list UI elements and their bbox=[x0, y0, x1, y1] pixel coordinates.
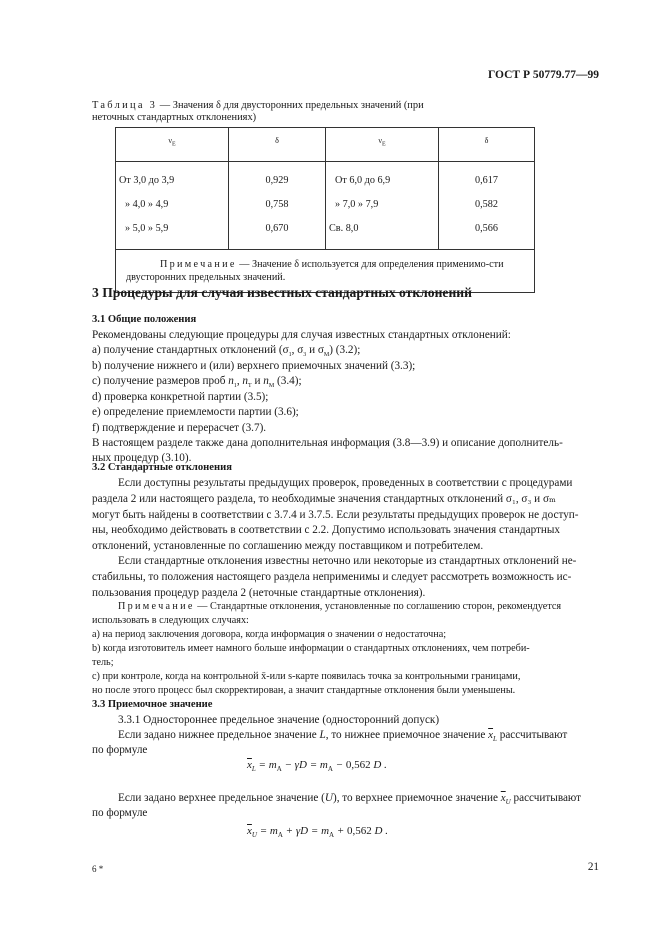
s32-note-line: с) при контроле, когда на контрольной x̄-или s-карте появилась точка за контрольными границами, bbox=[92, 671, 521, 682]
table-cell: 0,758 bbox=[265, 199, 289, 210]
document-code-header: ГОСТ Р 50779.77—99 bbox=[488, 69, 599, 81]
s331-p1-line1: Если задано нижнее предельное значение L, то нижнее приемочное значение $\overline{x}_L$ рассчитывают bbox=[118, 729, 568, 744]
col-header-nu: $\nu_E$ bbox=[116, 128, 229, 162]
table-cell: Св. 8,0 bbox=[329, 223, 359, 234]
s331-p2-line2: по формуле bbox=[92, 807, 148, 819]
s32-p2-line2: стабильны, то положения настоящего раздела неприменимы и следует рассмотреть возможность ис- bbox=[92, 571, 572, 583]
table-data-block bbox=[116, 162, 535, 250]
s32-note-line: тель; bbox=[92, 657, 114, 668]
table-cell: 0,582 bbox=[475, 199, 498, 210]
s32-note-first bbox=[118, 602, 561, 612]
formula-lower-acceptance: $\overline{x}_L = m_A - \gamma D = m_A - 0,562$ D . bbox=[247, 759, 387, 774]
page-number: 21 bbox=[587, 861, 599, 873]
s32-p1-line1: Если доступны результаты предыдущих проверок, проведенных в соответствии с процедурами bbox=[118, 477, 573, 489]
note-text: — Значение δ используется для определения применимо-сти двусторонних предельных значений. bbox=[126, 259, 504, 283]
table-cell: 0,670 bbox=[265, 223, 289, 234]
delta-right-col bbox=[439, 162, 535, 250]
col-header-nu-2: $\nu_E$ bbox=[326, 128, 439, 162]
nu-range-left-col bbox=[116, 162, 229, 250]
s31-item-a: a) получение стандартных отклонений ($\sigma_1$, $\sigma_3$ и $\sigma_М$) (3.2); bbox=[92, 344, 361, 359]
s331-p2-line1: Если задано верхнее предельное значение (U), то верхнее приемочное значение $\overline{x}_U$ рассчитывают bbox=[118, 792, 582, 807]
table-cell: » 5,0 » 5,9 bbox=[125, 223, 169, 234]
note-label: Примечание bbox=[160, 259, 237, 270]
s31-item-d: d) проверка конкретной партии (3.5); bbox=[92, 391, 269, 403]
col-header-delta: δ bbox=[229, 128, 326, 162]
s32-note-line: но после этого процесс был скорректирован, а значит стандартные отклонения были уменьшены. bbox=[92, 685, 516, 696]
note-label: Примечание bbox=[118, 601, 195, 612]
s32-note-line: b) когда изготовитель имеет намного больше информации о стандартных отклонениях, чем потреби- bbox=[92, 643, 530, 654]
s331-p1-line2: по формуле bbox=[92, 744, 148, 756]
s31-outro-line1: В настоящем разделе также дана дополнительная информация (3.8—3.9) и описание дополнитель- bbox=[92, 437, 563, 449]
formula-upper-acceptance: $\overline{x}_U = m_A + \gamma D = m_A + 0,562$ D . bbox=[247, 825, 388, 840]
delta-left-col bbox=[229, 162, 326, 250]
table-cell: От 6,0 до 6,9 bbox=[335, 175, 391, 186]
footer-mark: 6 * bbox=[92, 864, 104, 874]
s31-intro: Рекомендованы следующие процедуры для случая известных стандартных отклонений: bbox=[92, 329, 511, 341]
s32-p1-line5: отклонений, установленные по соглашению между поставщиком и потребителем. bbox=[92, 540, 484, 552]
table-cell: От 3,0 до 3,9 bbox=[119, 175, 175, 186]
s31-item-c: c) получение размеров проб $n_1$, $n_T$ и $n_М$ (3.4); bbox=[92, 375, 302, 390]
s32-p1-line4: ны, необходимо действовать в соответствии с 2.2. Допустимо использовать значения стандартных bbox=[92, 524, 561, 536]
nu-range-right-col bbox=[326, 162, 439, 250]
subsection-3-1-title: 3.1 Общие положения bbox=[92, 314, 197, 325]
col-header-delta-2: δ bbox=[439, 128, 535, 162]
table-cell: 0,566 bbox=[475, 223, 498, 234]
s32-note-line: а) на период заключения договора, когда информация о значении σ недостаточна; bbox=[92, 629, 447, 640]
s31-item-e: e) определение приемлемости партии (3.6); bbox=[92, 406, 299, 418]
s32-p2-line3: пользования процедур раздела 2 (неточные стандартные отклонения). bbox=[92, 587, 426, 599]
s31-outro-line2: ных процедур (3.10). bbox=[92, 452, 192, 464]
s32-note-line: использовать в следующих случаях: bbox=[92, 615, 249, 626]
s32-p1-line3: могут быть найдены в соответствии с 3.7.4 и 3.7.5. Если результаты предыдущих проверок не доступ- bbox=[92, 509, 579, 521]
table-caption bbox=[92, 100, 600, 124]
table-caption-line2: неточных стандартных отклонениях) bbox=[92, 112, 257, 123]
s32-p2-line1: Если стандартные отклонения известны неточно или некоторые из стандартных отклонений не- bbox=[118, 555, 577, 567]
note-text: — Стандартные отклонения, установленные по соглашению сторон, рекомендуется bbox=[197, 601, 562, 612]
table-caption-prefix: Таблица 3 bbox=[92, 100, 158, 111]
s32-p1-line2: раздела 2 или настоящего раздела, то необходимые значения стандартных отклонений σ₁, σ₃ и σₘ bbox=[92, 493, 556, 505]
table-cell: » 7,0 » 7,9 bbox=[335, 199, 379, 210]
s331-title: 3.3.1 Одностороннее предельное значение (односторонний допуск) bbox=[118, 714, 440, 726]
subsection-3-2-title: 3.2 Стандартные отклонения bbox=[92, 462, 232, 473]
s31-item-b: b) получение нижнего и (или) верхнего приемочных значений (3.3); bbox=[92, 360, 416, 372]
table-header-row bbox=[116, 128, 535, 162]
table-cell: 0,617 bbox=[475, 175, 498, 186]
delta-values-table bbox=[115, 127, 535, 293]
section-3-title: 3 Процедуры для случая известных стандартных отклонений bbox=[92, 285, 472, 300]
table-cell: 0,929 bbox=[265, 175, 289, 186]
table-caption-rest: — Значения δ для двусторонних предельных значений (при bbox=[159, 100, 424, 111]
subsection-3-3-title-text: 3.3 Приемочное значение bbox=[92, 699, 213, 710]
table-cell: » 4,0 » 4,9 bbox=[125, 199, 169, 210]
s31-item-f: f) подтверждение и перерасчет (3.7). bbox=[92, 422, 267, 434]
